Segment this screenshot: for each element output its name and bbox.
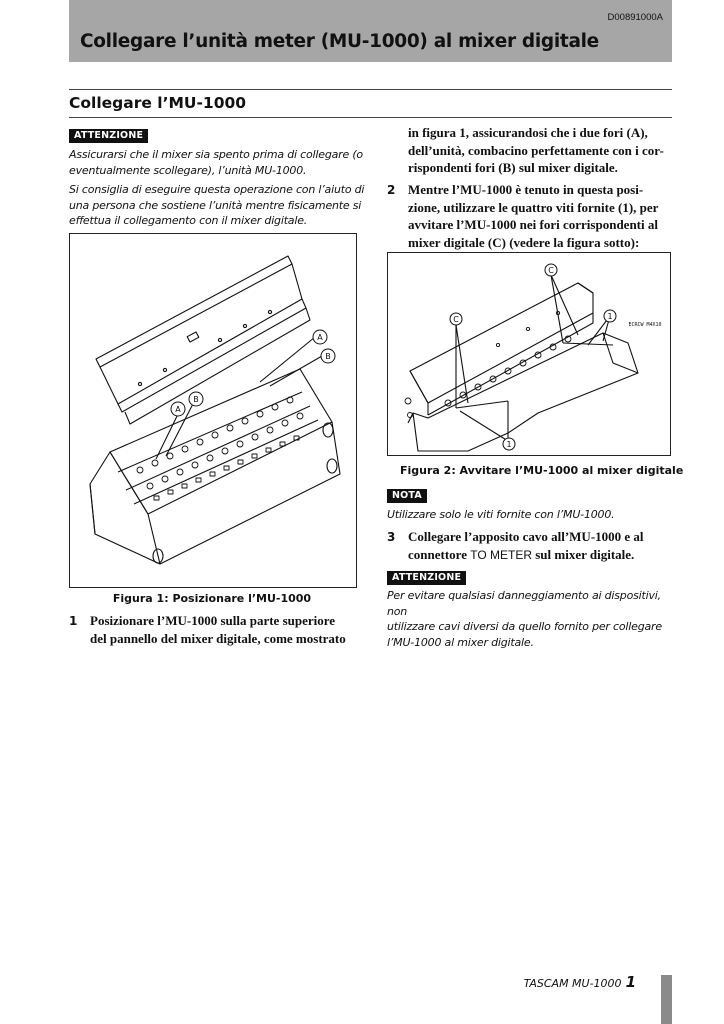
top-rule [69, 89, 672, 90]
connector-name: TO METER [470, 547, 532, 562]
step-line: del pannello del mixer digitale, come mostrato [90, 630, 346, 646]
section-rule [69, 117, 672, 118]
step-line: Mentre l’MU-1000 è tenuto in questa posi- [408, 182, 644, 197]
callout-1-label: 1 [607, 312, 613, 321]
chapter-title: Collegare l’unità meter (MU-1000) al mixer digitale [80, 31, 599, 52]
callout-c-label: C [453, 315, 459, 324]
caution-line: effettua il collegamento con il mixer digitale. [69, 214, 308, 227]
callout-c-label: C [548, 266, 554, 275]
page-number: 1 [625, 973, 636, 991]
step-2-text [408, 181, 678, 251]
footer-product: TASCAM MU-1000 [523, 977, 622, 990]
step-text-fragment: sul mixer digitale. [532, 546, 635, 562]
caution-line: Per evitare qualsiasi danneggiamento ai dispositivi, non [387, 589, 661, 618]
figure-1-caption: Figura 1: Posizionare l’MU-1000 [112, 592, 312, 605]
caution-label: ATTENZIONE [69, 129, 148, 143]
callout-b-label: B [325, 352, 331, 361]
note-text: Utilizzare solo le viti fornite con l’MU-1000. [387, 508, 615, 521]
step-line: avvitare l’MU-1000 nei fori corrispondenti al [408, 217, 658, 232]
caution-line: eventualmente scollegare), l’unità MU-1000. [69, 163, 307, 177]
step-line: mixer digitale (C) (vedere la figura sotto): [408, 234, 640, 250]
step-line: zione, utilizzare le quattro viti fornite (1), per [408, 199, 659, 215]
step-line: rispondenti fori (B) sul mixer digitale. [408, 160, 618, 175]
step-text-fragment: connettore [408, 546, 471, 562]
callout-a-label: A [317, 333, 323, 342]
caution-line: Si consiglia di eseguire questa operazione con l’aiuto di [69, 183, 365, 196]
caution-label: ATTENZIONE [387, 571, 466, 585]
step-2-number: 2 [387, 183, 396, 197]
callout-a-label: A [175, 405, 181, 414]
footer [524, 973, 636, 992]
caution-text-2 [69, 182, 369, 229]
caution-line: Assicurarsi che il mixer sia spento prima di collegare (o [69, 148, 363, 161]
screw-code-label: ECRCW M4X10 [628, 322, 662, 328]
figure-1-box [69, 233, 357, 588]
caution-text-1 [69, 147, 369, 178]
figure-2-caption: Figura 2: Avvitare l’MU-1000 al mixer digitale [400, 464, 684, 477]
figure-1-illustration [70, 234, 356, 587]
step-line: Posizionare l’MU-1000 sulla parte superiore [90, 613, 336, 628]
mixer-body [413, 333, 638, 451]
page-edge-tab [661, 975, 672, 1024]
step-1-text-continued [408, 124, 678, 177]
figure-2-box [387, 252, 671, 456]
callout-1-label: 1 [506, 440, 512, 449]
callout-b-label: B [193, 395, 199, 404]
caution-text-3 [387, 588, 682, 650]
step-3-text [408, 528, 678, 564]
step-line: Collegare l’apposito cavo all’MU-1000 e al [408, 529, 644, 544]
meter-unit-base [118, 299, 306, 412]
mixer-top-surface [110, 369, 332, 514]
figure-2-illustration [388, 253, 670, 455]
caution-line: una persona che sostiene l’unità mentre fisicamente si [69, 198, 362, 212]
step-1-number: 1 [69, 614, 78, 628]
caution-line: utilizzare cavi diversi da quello fornito per collegare [387, 620, 662, 633]
step-line: in figura 1, assicurandosi che i due fori (A), [408, 125, 648, 140]
document-code: D00891000A [607, 12, 663, 23]
note-label: NOTA [387, 489, 427, 503]
step-line [408, 546, 678, 565]
meter-unit-top [96, 256, 292, 367]
step-line: dell’unità, combacino perfettamente con i cor- [408, 142, 664, 158]
section-title: Collegare l’MU-1000 [69, 94, 247, 112]
step-1-text [90, 612, 365, 647]
caution-line: l’MU-1000 al mixer digitale. [387, 635, 534, 649]
step-3-number: 3 [387, 530, 396, 544]
